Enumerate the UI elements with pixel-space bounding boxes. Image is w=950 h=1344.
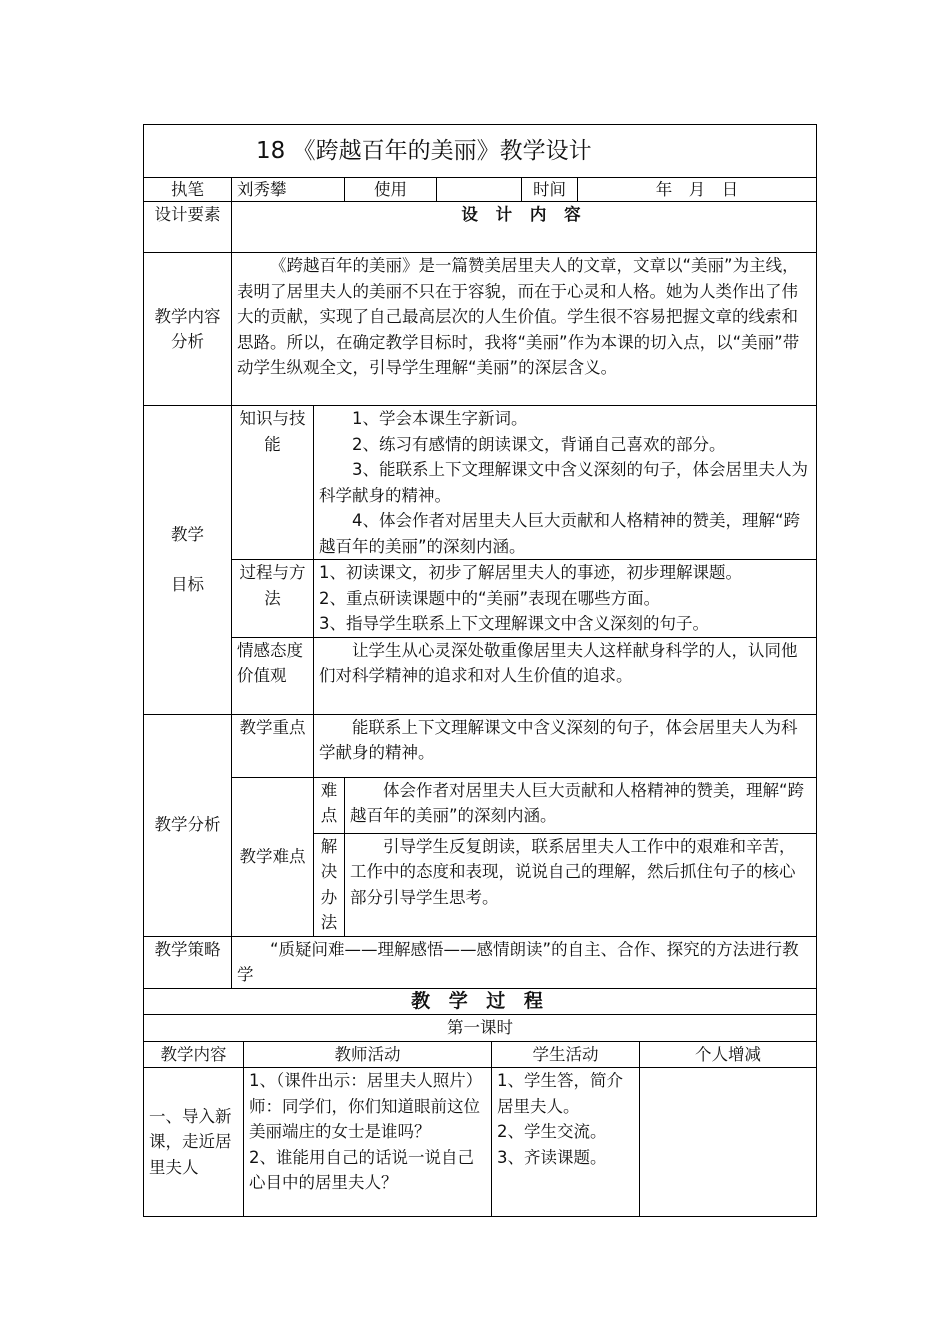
row-student-activity	[492, 1068, 640, 1217]
use-label: 使用	[345, 178, 437, 202]
design-content-heading: 设 计 内 容	[232, 202, 817, 253]
process-heading: 教 学 过 程	[144, 988, 817, 1015]
column-header-teacher: 教师活动	[244, 1041, 492, 1068]
knowledge-label: 知识与技能	[232, 406, 314, 560]
teaching-goals-label-line2: 目标	[171, 574, 204, 594]
column-header-student: 学生活动	[492, 1041, 640, 1068]
solution-label: 解决办法	[314, 833, 345, 936]
row-personal-notes	[640, 1068, 817, 1217]
knowledge-item: 2、练习有感情的朗读课文，背诵自己喜欢的部分。	[352, 434, 726, 454]
knowledge-item: 4、体会作者对居里夫人巨大贡献和人格精神的赞美，理解“跨越百年的美丽”的深刻内涵。	[319, 511, 801, 556]
use-value	[437, 178, 522, 202]
row-teacher-activity	[244, 1068, 492, 1217]
teacher-activity-item: 2、谁能用自己的话说一说自己心目中的居里夫人？	[249, 1147, 474, 1192]
knowledge-item: 3、能联系上下文理解课文中含义深刻的句子，体会居里夫人为科学献身的精神。	[319, 460, 808, 505]
lesson-plan-table	[143, 124, 817, 1217]
row-content: 一、导入新课，走近居里夫人	[144, 1068, 244, 1217]
lesson-plan-document	[143, 124, 816, 1217]
knowledge-item: 1、学会本课生字新词。	[352, 409, 528, 428]
teaching-analysis-label: 教学分析	[144, 714, 232, 936]
difficulty-label: 教学难点	[232, 777, 314, 936]
content-analysis-label: 教学内容分析	[144, 253, 232, 406]
lesson-label: 第一课时	[144, 1015, 817, 1042]
process-method-items	[314, 560, 817, 638]
process-item: 1、初读课文，初步了解居里夫人的事迹，初步理解课题。	[319, 563, 742, 582]
author-value: 刘秀攀	[232, 178, 345, 202]
hard-point-label: 难点	[314, 777, 345, 833]
column-header-personal: 个人增减	[640, 1041, 817, 1068]
emotion-values-label: 情感态度价值观	[232, 637, 314, 714]
column-header-content: 教学内容	[144, 1041, 244, 1068]
author-label: 执笔	[144, 178, 232, 202]
key-point-text: 能联系上下文理解课文中含义深刻的句子，体会居里夫人为科学献身的精神。	[314, 714, 817, 777]
document-title: 18 《跨越百年的美丽》教学设计	[144, 125, 817, 178]
knowledge-items	[314, 406, 817, 560]
design-elements-label: 设计要素	[144, 202, 232, 253]
process-item: 2、重点研读课题中的“美丽”表现在哪些方面。	[319, 588, 661, 608]
content-analysis-text: 《跨越百年的美丽》是一篇赞美居里夫人的文章，文章以“美丽”为主线，表明了居里夫人的美丽不只在于容貌，而在于心灵和人格。她为人类作出了伟大的贡献，实现了自己最高层次的人生价值。学生很不容易把握文章的线索和思路。所以，在确定教学目标时，我将“美丽”作为本课的切入点，以“美丽”带动学生纵观全文，引导学生理解“美丽”的深层含义。	[232, 253, 817, 406]
emotion-values-text: 让学生从心灵深处敬重像居里夫人这样献身科学的人，认同他们对科学精神的追求和对人生价值的追求。	[314, 637, 817, 714]
time-value: 年 月 日	[578, 178, 817, 202]
process-method-label: 过程与方法	[232, 560, 314, 638]
time-label: 时间	[522, 178, 578, 202]
student-activity-item: 2、学生交流。	[497, 1122, 607, 1141]
student-activity-item: 1、学生答，简介居里夫人。	[497, 1071, 623, 1116]
solution-text: 引导学生反复朗读，联系居里夫人工作中的艰难和辛苦，工作中的态度和表现，说说自己的理解，然后抓住句子的核心部分引导学生思考。	[345, 833, 817, 936]
strategy-label: 教学策略	[144, 936, 232, 988]
process-item: 3、指导学生联系上下文理解课文中含义深刻的句子。	[319, 614, 709, 633]
key-point-label: 教学重点	[232, 714, 314, 777]
teaching-goals-label	[144, 406, 232, 715]
teacher-activity-item: 1、（课件出示：居里夫人照片）师：同学们，你们知道眼前这位美丽端庄的女士是谁吗？	[249, 1071, 483, 1141]
teaching-goals-label-line1: 教学	[171, 525, 204, 545]
student-activity-item: 3、齐读课题。	[497, 1147, 607, 1167]
strategy-text: “质疑问难——理解感悟——感情朗读”的自主、合作、探究的方法进行教学	[232, 936, 817, 988]
hard-point-text: 体会作者对居里夫人巨大贡献和人格精神的赞美，理解“跨越百年的美丽”的深刻内涵。	[345, 777, 817, 833]
